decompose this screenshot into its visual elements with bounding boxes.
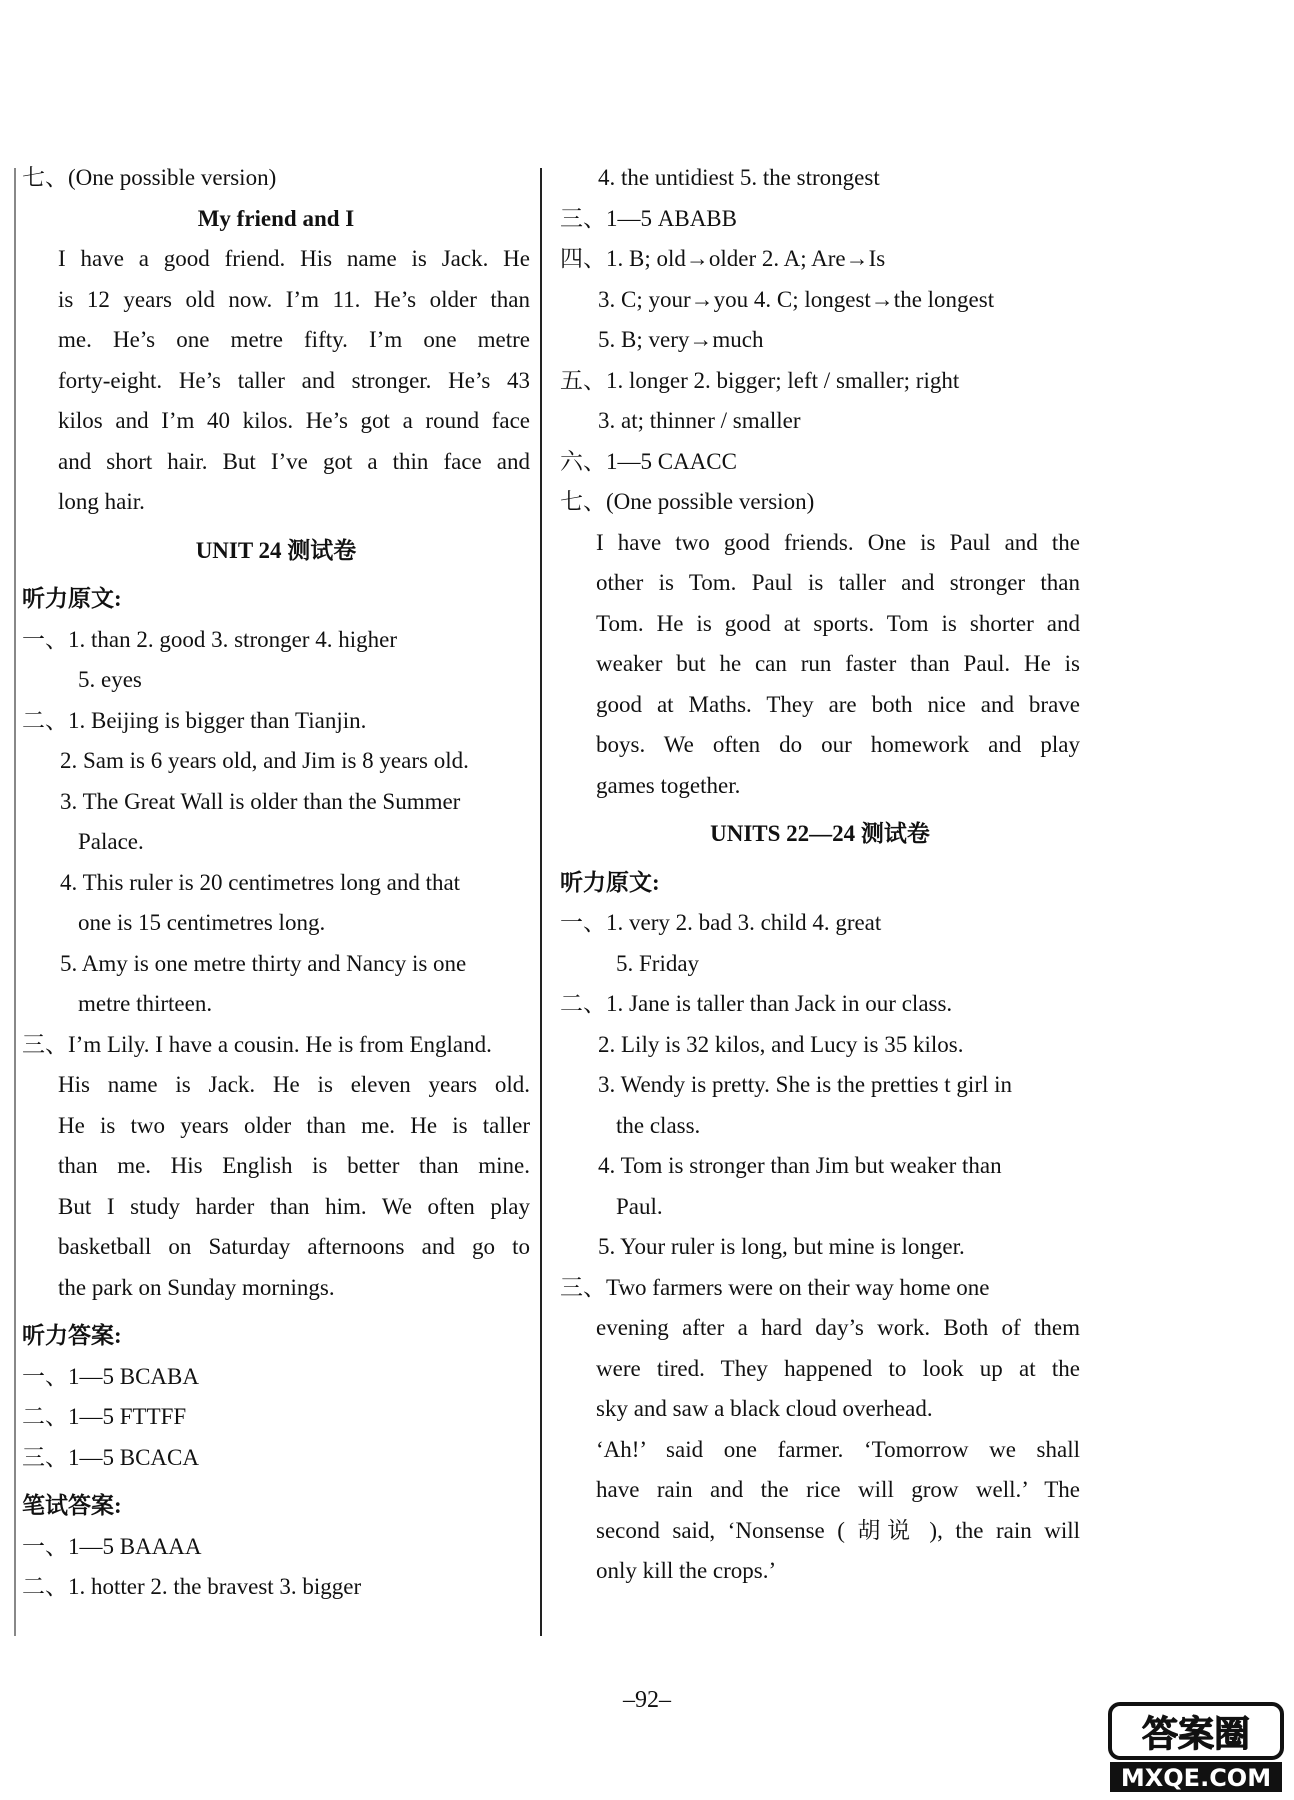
listening-answers-heading: 听力答案: (22, 1323, 122, 1348)
page-number: –92– (623, 1687, 671, 1713)
essay-line: kilos and I’m 40 kilos. He’s got a round face (58, 408, 530, 433)
listening-text-heading: 听力原文: (22, 586, 122, 611)
passage-line: His name is Jack. He is eleven years old. (58, 1072, 530, 1097)
essay-line: and short hair. But I’ve got a thin face and (58, 448, 530, 474)
listening-item: 5. Your ruler is long, but mine is longer. (598, 1234, 965, 1259)
passage-line: basketball on Saturday afternoons and go to (58, 1234, 530, 1259)
essay-line: games together. (596, 772, 741, 798)
listening-section-1: 一、1. very 2. bad 3. child 4. great (560, 910, 882, 935)
listening-text-heading: 听力原文: (560, 869, 660, 895)
passage-line: were tired. They happened to look up at the (596, 1355, 1080, 1381)
listening-item-cont: the class. (616, 1112, 701, 1138)
answer-line: 3. C; your→you 4. C; longest→the longest (598, 286, 995, 312)
passage-line: ‘Ah!’ said one farmer. ‘Tomorrow we shall (596, 1436, 1080, 1462)
listening-item: 3. The Great Wall is older than the Summer (60, 788, 461, 814)
section-7-heading: 七、(One possible version) (560, 489, 815, 514)
listening-item: 5. Amy is one metre thirty and Nancy is one (60, 950, 467, 976)
listening-section-1-cont: 5. Friday (616, 950, 700, 976)
watermark-top-text: 答案圈 (1141, 1714, 1251, 1755)
answer-line: 二、1. hotter 2. the bravest 3. bigger (22, 1574, 362, 1599)
listening-section-1: 一、1. than 2. good 3. stronger 4. higher (22, 626, 397, 652)
answer-line: 一、1—5 BCABA (22, 1363, 199, 1389)
passage-line: have rain and the rice will grow well.’ The (596, 1477, 1080, 1502)
answer-line: 六、1—5 CAACC (560, 448, 737, 474)
essay-line: I have two good friends. One is Paul and the (596, 529, 1080, 555)
answer-line: 3. at; thinner / smaller (598, 408, 801, 433)
answer-line: 五、1. longer 2. bigger; left / smaller; right (560, 367, 960, 393)
unit-24-title: UNIT 24 测试卷 (195, 537, 357, 563)
essay-line: forty-eight. He’s taller and stronger. He’s 43 (58, 367, 530, 393)
essay-line: other is Tom. Paul is taller and stronger than (596, 570, 1080, 595)
passage-line: He is two years older than me. He is taller (58, 1112, 530, 1138)
answer-line: 5. B; very→much (598, 327, 764, 352)
listening-item-cont: one is 15 centimetres long. (78, 910, 326, 935)
passage-line: evening after a hard day’s work. Both of them (596, 1315, 1080, 1340)
watermark-bottom-text: MXQE.COM (1120, 1764, 1272, 1792)
essay-line: weaker but he can run faster than Paul. He is (596, 651, 1080, 676)
listening-item: 3. Wendy is pretty. She is the pretties t girl in (598, 1072, 1013, 1097)
section-7-heading: 七、(One possible version) (22, 165, 277, 190)
passage-line: the park on Sunday mornings. (58, 1274, 335, 1300)
listening-item: 4. Tom is stronger than Jim but weaker than (598, 1153, 1002, 1178)
answer-line: 三、1—5 ABABB (560, 205, 737, 231)
answer-line: 四、1. B; old→older 2. A; Are→Is (560, 246, 886, 271)
listening-item: 4. This ruler is 20 centimetres long and that (60, 869, 461, 895)
passage-line: only kill the crops.’ (596, 1558, 777, 1583)
listening-section-3: 三、I’m Lily. I have a cousin. He is from England. (22, 1031, 492, 1057)
essay-line: long hair. (58, 489, 145, 514)
essay-line: boys. We often do our homework and play (596, 732, 1080, 757)
units-22-24-title: UNITS 22—24 测试卷 (710, 821, 930, 846)
listening-section-2: 二、1. Beijing is bigger than Tianjin. (22, 707, 367, 733)
answer-line: 二、1—5 FTTFF (22, 1404, 187, 1429)
essay-line: I have a good friend. His name is Jack. He (58, 246, 530, 271)
essay-line: is 12 years old now. I’m 11. He’s older than (58, 286, 530, 312)
essay-title: My friend and I (197, 205, 355, 231)
written-answers-heading: 笔试答案: (22, 1493, 122, 1518)
listening-item-cont: Palace. (78, 829, 144, 854)
listening-item-cont: metre thirteen. (78, 991, 213, 1016)
essay-line: me. He’s one metre fifty. I’m one metre (58, 327, 530, 352)
listening-item-cont: Paul. (616, 1193, 663, 1219)
listening-item: 2. Lily is 32 kilos, and Lucy is 35 kilos. (598, 1031, 964, 1057)
answer-line: 4. the untidiest 5. the strongest (598, 165, 880, 190)
essay-line: Tom. He is good at sports. Tom is shorter and (596, 610, 1080, 636)
watermark-logo-icon (1108, 1696, 1286, 1796)
column-divider (540, 168, 542, 1636)
answer-line: 三、1—5 BCACA (22, 1444, 199, 1470)
listening-section-3: 三、Two farmers were on their way home one (560, 1274, 990, 1300)
passage-line: second said, ‘Nonsense ( 胡说 ), the rain will (596, 1517, 1080, 1543)
passage-line: But I study harder than him. We often play (58, 1193, 530, 1219)
listening-section-2: 二、1. Jane is taller than Jack in our class. (560, 991, 953, 1016)
essay-line: good at Maths. They are both nice and brave (596, 691, 1080, 717)
right-column (560, 158, 1080, 1592)
passage-line: sky and saw a black cloud overhead. (596, 1396, 933, 1421)
left-margin-rule (14, 168, 16, 1636)
left-column (22, 158, 530, 1608)
listening-item: 2. Sam is 6 years old, and Jim is 8 years old. (60, 748, 469, 773)
answer-line: 一、1—5 BAAAA (22, 1533, 202, 1559)
listening-section-1-cont: 5. eyes (78, 667, 142, 692)
passage-line: than me. His English is better than mine. (58, 1153, 530, 1178)
